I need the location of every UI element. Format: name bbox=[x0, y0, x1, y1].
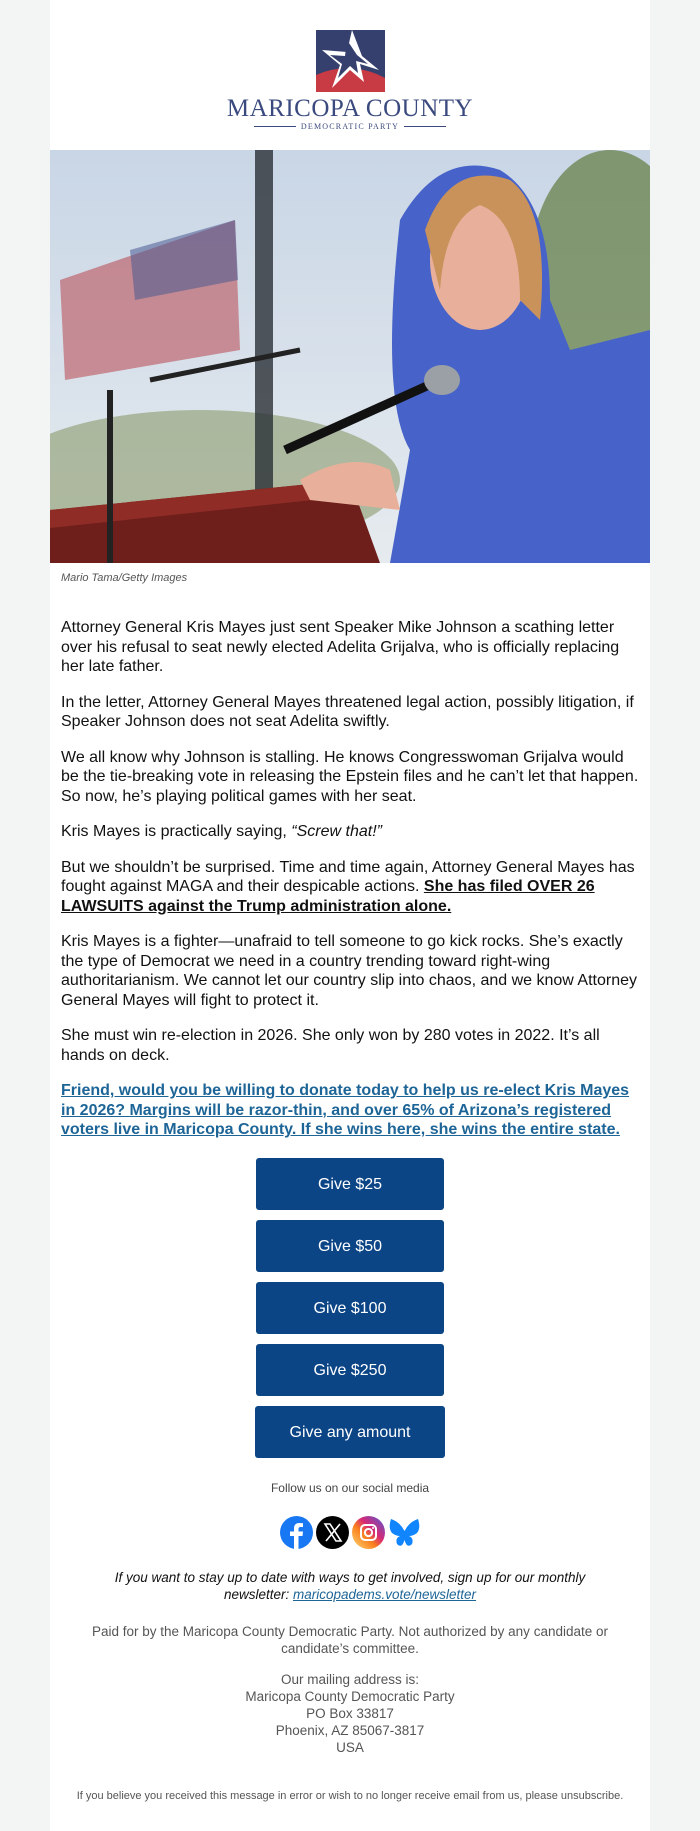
paragraph: But we shouldn’t be surprised. Time and time again, Attorney General Mayes has fought against MAGA and their despicable actions. She has filed OVER 26 LAWSUITS against the Trump administration alone. bbox=[61, 858, 635, 915]
photo-caption: Mario Tama/Getty Images bbox=[61, 572, 188, 584]
email-body bbox=[50, 0, 650, 1831]
paragraph: Kris Mayes is practically saying, “Screw that!” bbox=[61, 823, 382, 840]
donate-cta-link[interactable]: Friend, would you be willing to donate today to help us re-elect Kris Mayes in 2026? Margins will be razor-thin, and over 65% of Arizona’s registered voters live in Maricopa County. If she wins here, she wins the entire state. bbox=[61, 1082, 630, 1138]
logo[interactable] bbox=[50, 30, 650, 131]
paragraph: We all know why Johnson is stalling. He knows Congresswoman Grijalva would be the tie-breaking vote in releasing the Epstein files and he can’t let that happen. So now, he’s playing political games with her seat. bbox=[61, 748, 639, 805]
social-links bbox=[50, 1516, 650, 1549]
paragraph: Attorney General Kris Mayes just sent Speaker Mike Johnson a scathing letter over his refusal to seat newly elected Adelita Grijalva, who is officially replacing her late father. bbox=[61, 619, 620, 675]
lawsuits-highlight: She has filed OVER 26 LAWSUITS against the Trump administration alone. bbox=[61, 878, 595, 915]
instagram-icon[interactable] bbox=[352, 1516, 385, 1549]
star-logo-icon bbox=[316, 30, 385, 92]
logo-name: MARICOPA COUNTY bbox=[226, 95, 474, 122]
unsubscribe-note[interactable]: If you believe you received this message in error or wish to no longer receive email from us, please unsubscribe. bbox=[76, 1790, 624, 1802]
paragraph: Kris Mayes is a fighter—unafraid to tell someone to go kick rocks. She’s exactly the type of Democrat we need in a country trending toward right-wing authoritarianism. We cannot let our country slip into chaos, and we know Attorney General Mayes will fight to protect it. bbox=[61, 933, 638, 1009]
x-icon[interactable] bbox=[316, 1516, 349, 1549]
mailing-address: Our mailing address is: Maricopa County Democratic Party PO Box 33817 Phoenix, AZ 85067-3817 USA bbox=[245, 1672, 455, 1755]
paid-for-disclaimer: Paid for by the Maricopa County Democratic Party. Not authorized by any candidate or candidate’s committee. bbox=[91, 1624, 608, 1656]
quote: “Screw that!” bbox=[291, 823, 382, 840]
bluesky-icon[interactable] bbox=[388, 1516, 421, 1549]
logo-sub: DEMOCRATIC PARTY bbox=[300, 122, 400, 131]
give-50-button[interactable]: Give $50 bbox=[256, 1220, 444, 1272]
newsletter-note: If you want to stay up to date with ways to get involved, sign up for our monthly newsletter: maricopadems.vote/newsletter bbox=[114, 1570, 586, 1602]
paragraph: In the letter, Attorney General Mayes threatened legal action, possibly litigation, if Speaker Johnson does not seat Adelita swiftly. bbox=[61, 693, 634, 730]
message-body bbox=[61, 618, 643, 1156]
donate-buttons bbox=[50, 1158, 650, 1468]
facebook-icon[interactable] bbox=[280, 1516, 313, 1549]
give-any-amount-button[interactable]: Give any amount bbox=[255, 1406, 445, 1458]
follow-label: Follow us on our social media bbox=[270, 1481, 430, 1495]
paragraph: She must win re-election in 2026. She only won by 280 votes in 2022. It’s all hands on deck. bbox=[61, 1027, 600, 1064]
hero-photo bbox=[50, 150, 650, 563]
give-250-button[interactable]: Give $250 bbox=[256, 1344, 444, 1396]
give-25-button[interactable]: Give $25 bbox=[256, 1158, 444, 1210]
newsletter-link[interactable]: maricopadems.vote/newsletter bbox=[292, 1587, 477, 1602]
give-100-button[interactable]: Give $100 bbox=[256, 1282, 444, 1334]
